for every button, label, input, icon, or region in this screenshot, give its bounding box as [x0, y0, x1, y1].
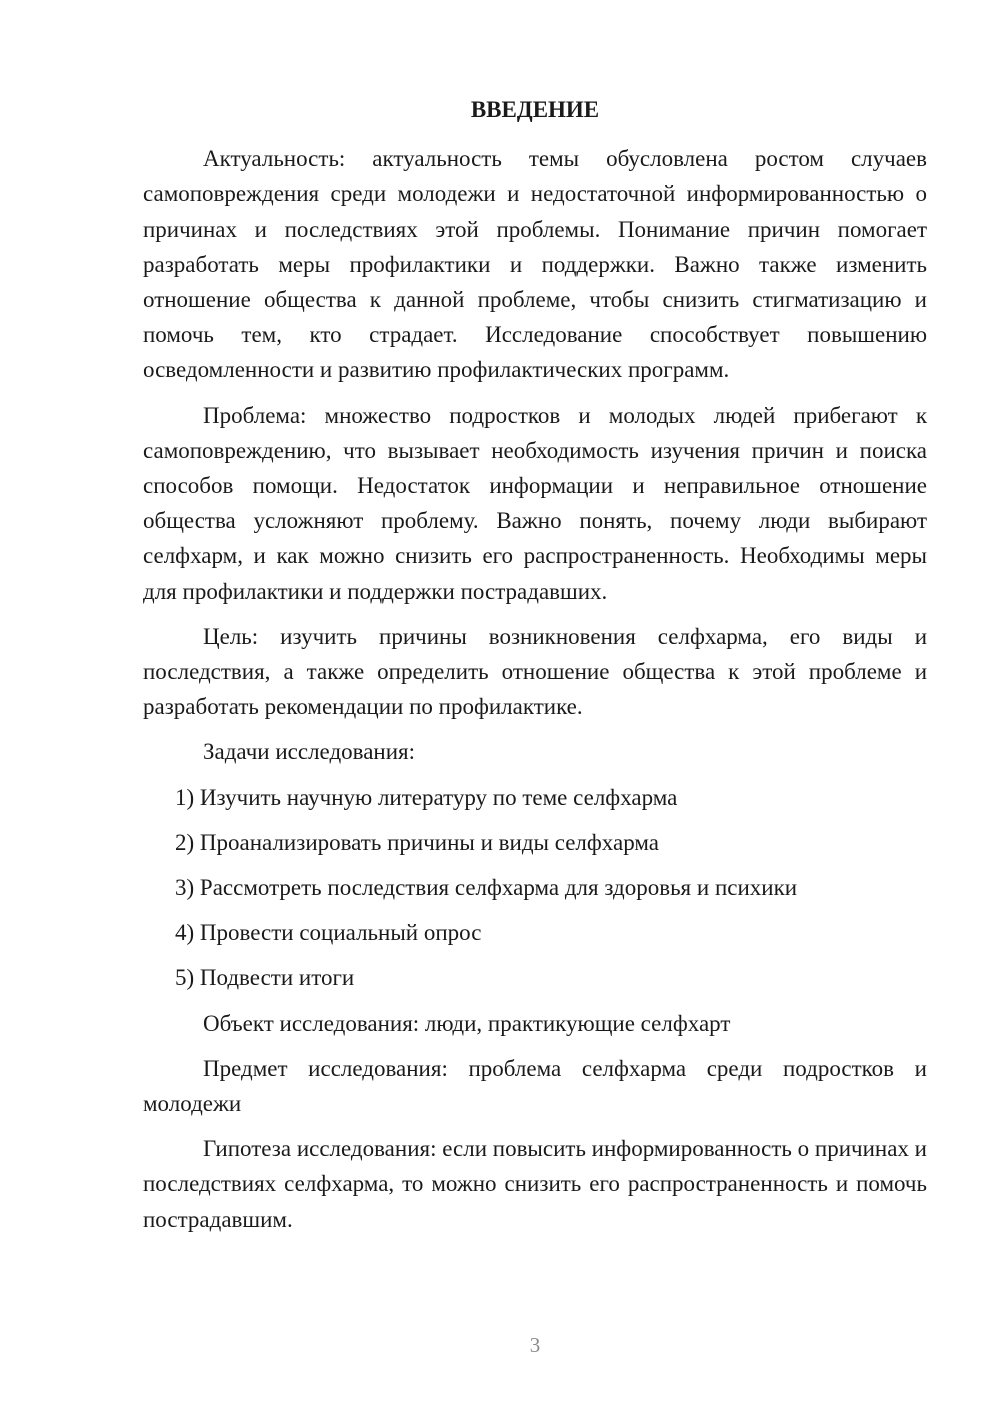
list-item: 5) Подвести итоги — [175, 965, 355, 991]
page-number: 3 — [529, 1333, 541, 1357]
page-content — [143, 92, 927, 1247]
tasks-list — [143, 780, 927, 996]
paragraph-goal: Цель: изучить причины возникновения селфхарма, его виды и последствия, а также определить отношение общества к этой проблеме и разработать рекомендации по профилактике. — [143, 623, 927, 720]
paragraph-subject: Предмет исследования: проблема селфхарма среди подростков и молодежи — [143, 1055, 927, 1117]
paragraph-problem: Проблема: множество подростков и молодых людей прибегают к самоповреждению, что вызывает необходимость изучения причин и поиска способов помощи. Недостаток информации и неправильное отношение общества усложняют проблему. Важно понять, почему люди выбирают селфхарм, и как можно снизить его распространенность. Необходимы меры для профилактики и поддержки пострадавших. — [143, 402, 927, 604]
list-item: 2) Проанализировать причины и виды селфхарма — [175, 829, 659, 855]
paragraph-relevance: Актуальность: актуальность темы обусловлена ростом случаев самоповреждения среди молодежи и недостаточной информированностью о причинах и последствиях этой проблемы. Понимание причин помогает разработать меры профилактики и поддержки. Важно также изменить отношение общества к данной проблеме, чтобы снизить стигматизацию и помочь тем, кто страдает. Исследование способствует повышению осведомленности и развитию профилактических программ. — [143, 146, 927, 383]
list-item: 1) Изучить научную литературу по теме селфхарма — [175, 784, 678, 810]
paragraph-hypothesis: Гипотеза исследования: если повысить информированность о причинах и последствиях селфхарма, то можно снизить его распространенность и помочь пострадавшим. — [143, 1136, 927, 1232]
section-heading: ВВЕДЕНИЕ — [470, 97, 600, 122]
paragraph-object: Объект исследования: люди, практикующие селфхарт — [203, 1010, 731, 1036]
list-item: 4) Провести социальный опрос — [175, 920, 482, 946]
tasks-title: Задачи исследования: — [203, 739, 416, 765]
list-item: 3) Рассмотреть последствия селфхарма для здоровья и психики — [175, 875, 798, 901]
